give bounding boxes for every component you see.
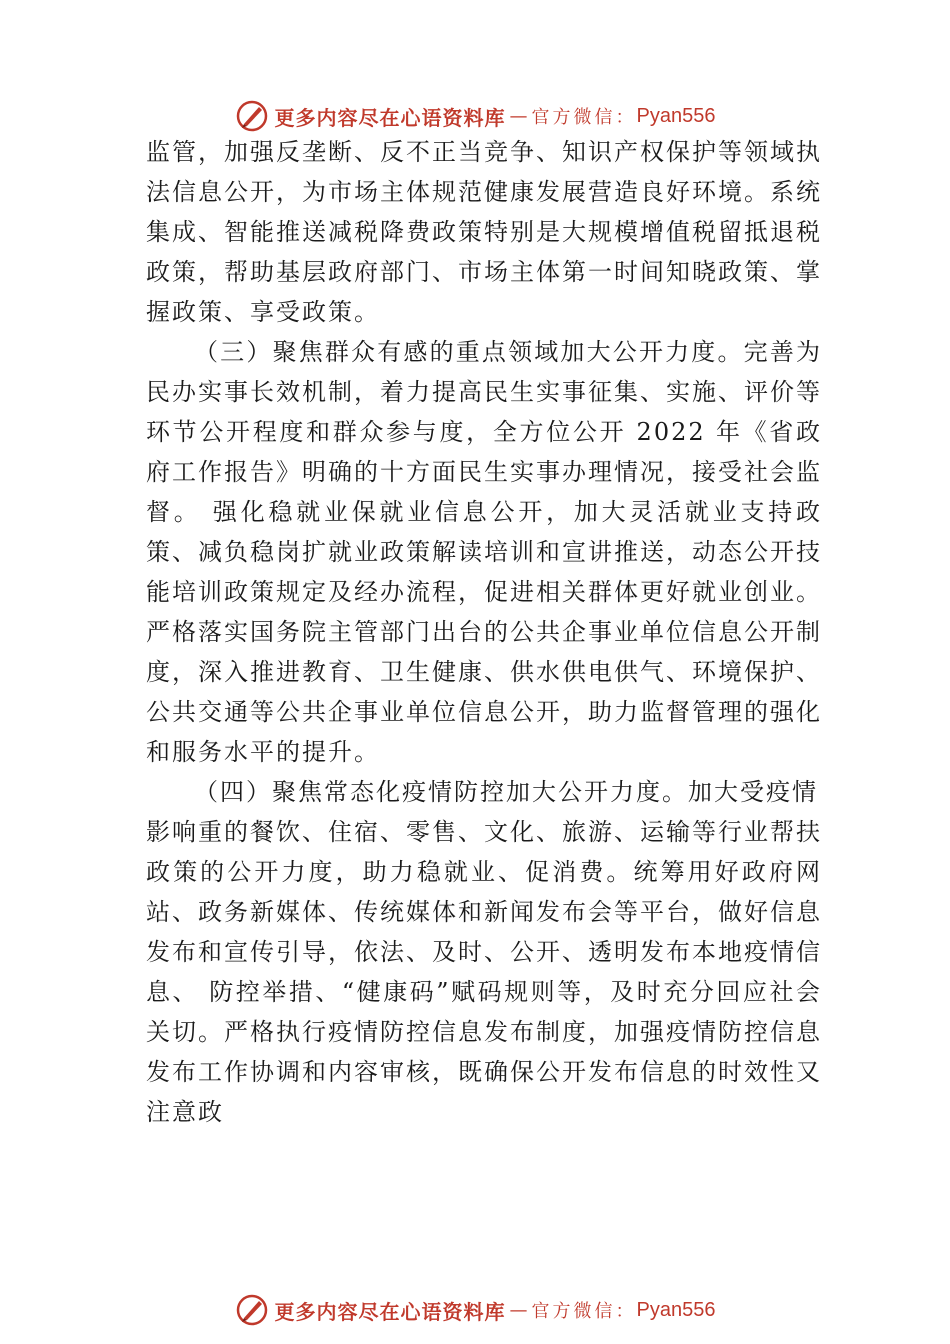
document-body [146,132,822,1132]
paragraph: （三）聚焦群众有感的重点领域加大公开力度。完善为民办实事长效机制，着力提高民生实事征集、实施、评价等环节公开程度和群众参与度，全方位公开 2022 年《省政府工作报告》明确的十方面民生实事办理情况，接受社会监督。 强化稳就业保就业信息公开，加大灵活就业支持政策、减负稳岗扩就业政策解读培训和宣讲推送，动态公开技能培训政策规定及经办流程，促进相关群体更好就业创业。严格落实国务院主管部门出台的公共企事业单位信息公开制度，深入推进教育、卫生健康、供水供电供气、环境保护、公共交通等公共企事业单位信息公开，助力监督管理的强化和服务水平的提升。 [146,338,822,766]
footer-separator: — [509,1299,528,1321]
footer-contact-label: 官方微信： [531,1301,637,1322]
footer-contact-id: Pyan556 [636,1298,716,1321]
pen-logo-icon [235,99,269,133]
footer-banner [0,1290,950,1330]
footer-library-text: 更多内容尽在心语资料库 [274,1299,506,1324]
header-separator: — [509,105,528,127]
paragraph: （四）聚焦常态化疫情防控加大公开力度。加大受疫情 [194,778,818,806]
paragraph: 监管，加强反垄断、反不正当竞争、知识产权保护等领域执法信息公开，为市场主体规范健康发展营造良好环境。系统集成、智能推送减税降费政策特别是大规模增值税留抵退税政策，帮助基层政府部门、市场主体第一时间知晓政策、掌握政策、享受政策。 [146,138,822,326]
header-library-text: 更多内容尽在心语资料库 [274,105,506,130]
header-contact-id: Pyan556 [636,104,716,127]
paragraph: 影响重的餐饮、住宿、零售、文化、旅游、运输等行业帮扶政策的公开力度，助力稳就业、促消费。统筹用好政府网站、政务新媒体、传统媒体和新闻发布会等平台，做好信息发布和宣传引导，依法、及时、公开、透明发布本地疫情信息、 防控举措、“健康码”赋码规则等，及时充分回应社会关切。严格执行疫情防控信息发布制度，加强疫情防控信息发布工作协调和内容审核，既确保公开发布信息的时效性又注意政 [146,818,822,1126]
header-contact-label: 官方微信： [531,107,637,128]
header-banner [0,96,950,136]
pen-logo-icon [235,1293,269,1327]
